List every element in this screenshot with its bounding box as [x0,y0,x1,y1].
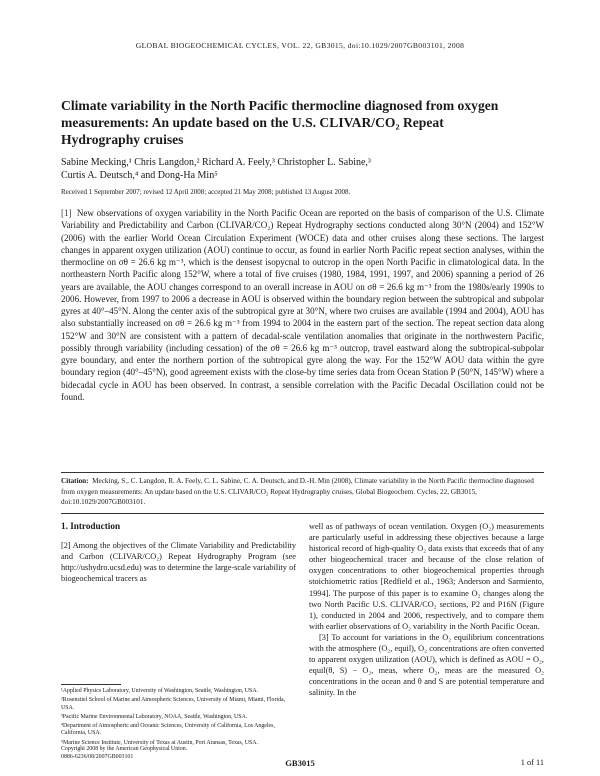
section-heading: 1. Introduction [61,521,121,531]
issn-line: 0886-6236/08/2007GB003101 [61,753,134,760]
footnote: ⁴Department of Atmospheric and Oceanic Sciences, University of California, Los Angeles, California, USA. [61,722,275,737]
citation-text: Mecking, S., C. Langdon, R. A. Feely, C. L. Sabine, C. A. Deutsch, and D.-H. Min (2008), Climate variability in the North Pacific thermocline diagnosed from oxygen measurements: An update based on the U.S. CLIVAR/CO₂ Repeat Hydrography cruises, Global Biogeochem. Cycles, 22, GB3015, doi:10.1029/2007GB003101. [61,477,534,506]
abstract-text: New observations of oxygen variability in the North Pacific Ocean are reported on the basis of comparison of the U.S. Climate Variability and Predictability and Carbon (CLIVAR/CO₂) Repeat Hydrography sections conducted along 30°N (2004) and 152°W (2006) with the earlier World Ocean Circulation Experiment (WOCE) data and other cruises along these sections. The largest changes in apparent oxygen utilization (AOU) continue to occur, as found in earlier North Pacific repeat section analyses, within the thermocline on σθ = 26.6 kg m⁻³, which is the densest isopycnal to outcrop in the open North Pacific in climatological data. In the northeastern North Pacific along 152°W, where a total of five cruises (1980, 1984, 1991, 1997, and 2006) spanning a period of 26 years are available, the AOU changes correspond to an overall increase in AOU on σθ = 26.6 kg m⁻³ from the 1980s/early 1990s to 2006. However, from 1997 to 2006 a decrease in AOU is observed within the boundary region between the subtropical and subpolar gyres at 40°–45°N. Along the center axis of the subtropical gyre at 30°N, where two cruises are available (1994 and 2004), AOU has also substantially increased on σθ = 26.6 kg m⁻³ from 1994 to 2004 in the eastern part of the section. The repeat section data along 152°W and 30°N are consistent with a pattern of decadal-scale ventilation anomalies that originate in the northwestern Pacific, possibly through variability (including cessation) of the σθ = 26.6 kg m⁻³ outcrop, travel eastward along the subtropical-subpolar gyre boundary, and enter the northern portion of the subtropical gyre along the way. For the 152°W AOU data within the gyre boundary region (40°–45°N), good agreement exists with the close-by time series data from Ocean Station P (50°N, 145°W) where a bidecadal cycle in AOU has been observed. In contrast, a sensible correlation with the Pacific Decadal Oscillation could not be found. [61,208,544,402]
received-dates: Received 1 September 2007; revised 12 April 2008; accepted 21 May 2008; published 13 August 2008. [61,188,351,196]
article-title: Climate variability in the North Pacific thermocline diagnosed from oxygen measurements: An update based on the U.S. CLIVAR/CO₂ Repeat Hydrography cruises [61,98,499,147]
article-id-footer: GB3015 [285,758,315,768]
left-column [61,521,296,584]
footnote: ³Pacific Marine Environmental Laboratory, NOAA, Seattle, Washington, USA. [61,713,248,720]
divider [61,513,544,514]
citation-label: Citation: [61,477,89,485]
paragraph-marker: [1] [61,208,72,218]
page-number: 1 of 11 [520,758,544,767]
intro-paragraph-2: [2] Among the objectives of the Climate Variability and Predictability and Carbon (CLIVAR/CO₂) Repeat Hydrography Program (see http://ushydro.ucsd.edu) was to determine the large-scale variability of biogeochemical tracers as [61,541,296,584]
intro-continuation: well as of pathways of ocean ventilation. Oxygen (O₂) measurements are particularly useful in addressing these objectives because a large historical record of high-quality O₂ data exists that exceeds that of any other biogeochemical tracer and because of the close relation of oxygen concentrations to other biogeochemical properties through stoichiometric ratios [Redfield et al., 1963; Anderson and Sarmiento, 1994]. The purpose of this paper is to examine O₂ changes along the two North Pacific U.S. CLIVAR/CO₂ sections, P2 and P16N (Figure 1), conducted in 2004 and 2006, respectively, and to compare them with earlier observations of O₂ variability in the North Pacific Ocean. [309,522,544,631]
divider [61,472,544,473]
footnote: ²Rosenstiel School of Marine and Atmospheric Sciences, University of Miami, Miami, Florida, USA. [61,697,286,711]
affiliation-footnotes [61,688,296,749]
running-header: GLOBAL BIOGEOCHEMICAL CYCLES, VOL. 22, GB3015, doi:10.1029/2007GB003101, 2008 [135,41,465,50]
intro-paragraph-3: [3] To account for variations in the O₂ equilibrium concentrations with the atmosphere (O₂, equil), O₂ concentrations are often converted to apparent oxygen utilization (AOU), which is defined as AOU = O₂, equil(θ, S) − O₂, meas, where O₂, meas are the measured O₂ concentrations in the ocean and θ and S are potential temperature and salinity. In the [309,632,544,698]
author-line-1: Sabine Mecking,¹ Chris Langdon,² Richard A. Feely,³ Christopher L. Sabine,³ [61,157,371,168]
footnote: ⁵Marine Science Institute, University of Texas at Austin, Port Aransas, Texas, USA. [61,739,259,746]
citation-block [61,476,544,508]
abstract [61,207,544,403]
copyright-line: Copyright 2008 by the American Geophysical Union. [61,746,188,752]
footnote: ¹Applied Physics Laboratory, University of Washington, Seattle, Washington, USA. [61,688,259,694]
author-line-2: Curtis A. Deutsch,⁴ and Dong-Ha Min⁵ [61,170,218,181]
right-column [309,521,544,699]
footnote-divider [61,684,121,685]
author-list [61,156,521,182]
